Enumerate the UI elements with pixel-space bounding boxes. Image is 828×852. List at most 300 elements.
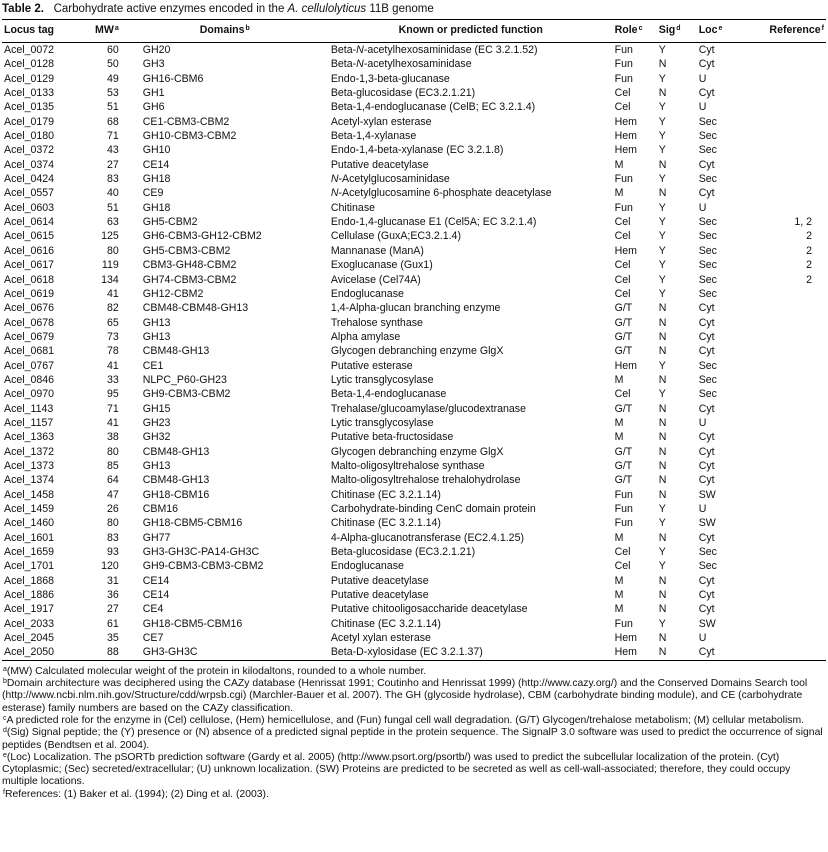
cell-locus: Acel_1601: [4, 531, 55, 544]
cell-role: Hem: [614, 244, 637, 257]
cell-reference: 2: [806, 273, 812, 286]
footnote-text: (Loc) Localization. The pSORTb prediction software (Gardy et al. 2005) (http://www.psort.org/psortb/) was used to predict the subcellular localization of the protein. (Cyt) Cytoplasmic; (Sec) secreted/extracellular; (U) unknown localization. (SW) Proteins are predicted to be secreted as well as cell-wall-associated; therefore, they could occupy multiple locations.: [2, 751, 791, 788]
cell-function: Acetyl-xylan esterase: [330, 115, 432, 128]
cell-loc: Cyt: [698, 87, 715, 100]
cell-role: Cel: [614, 230, 631, 243]
table-row: [2, 531, 826, 545]
cell-role: Fun: [614, 503, 633, 515]
cell-locus: Acel_0616: [4, 244, 55, 257]
cell-mw: 120: [101, 560, 119, 573]
cell-sig: Y: [658, 517, 666, 530]
cell-sig: Y: [658, 244, 666, 257]
cell-sig: Y: [658, 201, 666, 214]
cell-sig: N: [658, 531, 667, 544]
cell-function: Putative deacetylase: [330, 574, 429, 587]
footnote-text: A predicted role for the enzyme in (Cel) cellulose, (Hem) hemicellulose, and (Fun) fungal cell wall degradation. (G/T) Glycogen/trehalose metabolism; (M) cellular metabolism.: [6, 714, 805, 726]
cell-function: Endo-1,4-beta-xylanase (EC 3.2.1.8): [330, 144, 504, 157]
cell-function: Endo-1,4-glucanase E1 (Cel5A; EC 3.2.1.4): [330, 216, 537, 229]
cell-locus: Acel_0970: [4, 388, 55, 401]
cell-loc: Cyt: [698, 330, 715, 343]
cell-role: Hem: [614, 359, 637, 372]
header-reference: Reference$^f$: [769, 24, 824, 36]
cell-role: G/T: [614, 474, 633, 487]
table-row: [2, 143, 826, 157]
cell-sig: Y: [658, 130, 666, 143]
cell-sig: N: [658, 58, 667, 71]
cell-loc: Cyt: [698, 646, 715, 659]
table-row: [2, 645, 826, 659]
footnote-mark: c: [3, 714, 7, 722]
cell-domains: CBM48-CBM48-GH13: [142, 302, 249, 315]
cell-domains: GH5-CBM2: [142, 216, 198, 229]
header-locus: Locus tag: [4, 24, 55, 36]
cell-role: M: [614, 431, 624, 444]
cell-function: Putative esterase: [330, 359, 413, 372]
cell-reference: [751, 559, 826, 573]
cell-locus: Acel_1460: [4, 517, 55, 530]
cell-loc: U: [698, 72, 707, 85]
cell-loc: Cyt: [698, 187, 715, 200]
cell-function: Alpha amylase: [330, 330, 401, 343]
table-row: [2, 416, 826, 430]
cell-mw: 43: [106, 144, 119, 157]
cell-function: Chitinase: [330, 201, 376, 214]
table-row: [2, 201, 826, 215]
cell-role: Cel: [614, 101, 631, 114]
cell-mw: 80: [106, 244, 119, 257]
caption-text: Carbohydrate active enzymes encoded in the: [53, 3, 288, 15]
footnote: [2, 789, 826, 801]
table-body: [2, 43, 826, 660]
cell-reference: [751, 373, 826, 387]
cell-loc: Sec: [698, 287, 717, 300]
cell-locus: Acel_1459: [4, 503, 55, 515]
cell-role: Cel: [614, 216, 631, 229]
cell-loc: Sec: [698, 173, 717, 186]
cell-loc: Sec: [698, 130, 717, 143]
cell-function: Acetyl xylan esterase: [330, 632, 431, 645]
cell-role: G/T: [614, 302, 633, 315]
cell-role: Hem: [614, 130, 637, 143]
cell-locus: Acel_2033: [4, 617, 55, 630]
cell-function: Cellulase (GuxA;EC3.2.1.4): [330, 230, 461, 243]
cell-loc: Sec: [698, 560, 717, 573]
table-row: [2, 43, 826, 57]
footnote: [2, 666, 826, 678]
cell-loc: Cyt: [698, 445, 715, 458]
cell-function: Exoglucanase (Gux1): [330, 259, 433, 272]
cell-mw: 64: [106, 474, 119, 487]
cell-reference: [751, 516, 826, 530]
cell-reference: [751, 445, 826, 459]
header-row: [2, 20, 826, 42]
cell-role: Cel: [614, 287, 631, 300]
cell-mw: 51: [106, 101, 119, 114]
cell-function: Glycogen debranching enzyme GlgX: [330, 445, 504, 458]
table-row: [2, 86, 826, 100]
cell-role: Hem: [614, 115, 637, 128]
cell-locus: Acel_2050: [4, 646, 55, 659]
cell-role: Fun: [614, 173, 633, 186]
cell-role: Fun: [614, 58, 633, 71]
cell-locus: Acel_0374: [4, 158, 55, 171]
cell-reference: [751, 602, 826, 616]
cell-domains: GH1: [142, 87, 165, 100]
cell-sig: Y: [658, 216, 666, 229]
footnote: [2, 752, 826, 789]
cell-function: N-Acetylglucosaminidase: [330, 173, 450, 186]
cell-locus: Acel_0072: [4, 44, 55, 56]
cell-function: Beta-glucosidase (EC3.2.1.21): [330, 87, 476, 100]
table-row: [2, 100, 826, 114]
cell-reference: [751, 100, 826, 114]
cell-role: Cel: [614, 560, 631, 573]
cell-mw: 71: [106, 130, 119, 143]
cell-reference: [751, 129, 826, 143]
cell-sig: N: [658, 589, 667, 602]
cell-loc: Sec: [698, 115, 717, 128]
header-function: Known or predicted function: [398, 24, 543, 36]
cell-mw: 80: [106, 445, 119, 458]
cell-role: M: [614, 589, 624, 602]
cell-domains: GH15: [142, 402, 171, 415]
cell-domains: GH12-CBM2: [142, 287, 204, 300]
cell-mw: 71: [106, 402, 119, 415]
cell-function: Beta-1,4-endoglucanase: [330, 388, 447, 401]
cell-mw: 68: [106, 115, 119, 128]
cell-sig: Y: [658, 560, 666, 573]
cell-sig: N: [658, 345, 667, 358]
cell-locus: Acel_1143: [4, 402, 54, 415]
cell-sig: Y: [658, 173, 666, 186]
cell-mw: 95: [106, 388, 119, 401]
cell-loc: U: [698, 416, 707, 429]
cell-locus: Acel_0614: [4, 216, 55, 229]
cell-function: Putative deacetylase: [330, 158, 429, 171]
cell-domains: GH77: [142, 531, 171, 544]
cell-reference: [751, 488, 826, 502]
cell-locus: Acel_1701: [4, 560, 55, 573]
cell-reference: [751, 316, 826, 330]
cell-locus: Acel_1373: [4, 459, 55, 472]
footnote-mark: e: [3, 751, 7, 759]
table-row: [2, 316, 826, 330]
cell-domains: GH18: [142, 173, 171, 186]
cell-role: G/T: [614, 459, 633, 472]
cell-sig: N: [658, 474, 667, 487]
cell-reference: [751, 186, 826, 200]
cell-loc: SW: [698, 517, 716, 530]
cell-sig: N: [658, 316, 667, 329]
cell-function: Trehalase/glucoamylase/glucodextranase: [330, 402, 526, 415]
cell-function: Beta-D-xylosidase (EC 3.2.1.37): [330, 646, 483, 659]
cell-loc: U: [698, 101, 707, 114]
table-row: [2, 229, 826, 243]
cell-mw: 88: [106, 646, 119, 659]
cell-reference: [751, 344, 826, 358]
cell-loc: Cyt: [698, 474, 715, 487]
table-row: [2, 502, 826, 516]
cell-reference: [751, 588, 826, 602]
header-loc: Loc$^e$: [698, 24, 723, 36]
cell-locus: Acel_0129: [4, 72, 55, 85]
cell-loc: Sec: [698, 216, 717, 229]
cell-loc: Sec: [698, 244, 717, 257]
cell-function: Lytic transglycosylase: [330, 373, 434, 386]
cell-reference: [751, 617, 826, 631]
cell-locus: Acel_1886: [4, 589, 55, 602]
cell-mw: 80: [106, 517, 119, 530]
table-row: [2, 115, 826, 129]
cell-domains: GH3-GH3C-PA14-GH3C: [142, 546, 260, 559]
cell-domains: GH13: [142, 316, 171, 329]
cell-loc: Sec: [698, 230, 717, 243]
cell-mw: 31: [106, 574, 119, 587]
header-sig: Sig$^d$: [658, 24, 681, 36]
cell-role: Hem: [614, 646, 637, 659]
table-row: [2, 57, 826, 71]
cell-role: M: [614, 187, 624, 200]
cell-function: Glycogen debranching enzyme GlgX: [330, 345, 504, 358]
cell-mw: 60: [106, 44, 119, 56]
cell-locus: Acel_0618: [4, 273, 55, 286]
cell-role: Hem: [614, 144, 637, 157]
cell-sig: Y: [658, 230, 666, 243]
cell-mw: 83: [106, 173, 119, 186]
cell-sig: N: [658, 646, 667, 659]
cell-locus: Acel_0603: [4, 201, 55, 214]
cell-locus: Acel_0557: [4, 187, 55, 200]
table-row: [2, 545, 826, 559]
table-row: [2, 574, 826, 588]
table-row: [2, 172, 826, 186]
table-row: [2, 186, 826, 200]
cell-reference: [751, 72, 826, 86]
cell-mw: 49: [106, 72, 119, 85]
cell-domains: CE7: [142, 632, 164, 645]
cell-domains: GH10: [142, 144, 171, 157]
cell-reference: 2: [806, 230, 812, 243]
cell-reference: [751, 645, 826, 659]
cell-domains: GH23: [142, 416, 171, 429]
cell-reference: [751, 502, 826, 516]
cell-role: G/T: [614, 316, 633, 329]
footnote: [2, 727, 826, 752]
cell-domains: CE1-CBM3-CBM2: [142, 115, 230, 128]
cell-mw: 134: [101, 273, 119, 286]
cell-function: Malto-oligosyltrehalose synthase: [330, 459, 485, 472]
cell-locus: Acel_0133: [4, 87, 55, 100]
table-row: [2, 559, 826, 573]
cell-function: Beta-1,4-xylanase: [330, 130, 417, 143]
cell-sig: N: [658, 431, 667, 444]
cell-domains: GH18-CBM5-CBM16: [142, 617, 243, 630]
cell-domains: CBM16: [142, 503, 179, 515]
cell-sig: N: [658, 330, 667, 343]
cell-locus: Acel_2045: [4, 632, 55, 645]
cell-function: N-Acetylglucosamine 6-phosphate deacetylase: [330, 187, 552, 200]
table-row: [2, 445, 826, 459]
cell-reference: [751, 43, 826, 57]
cell-domains: CE1: [142, 359, 164, 372]
table-row: [2, 258, 826, 272]
cell-reference: [751, 359, 826, 373]
cell-reference: 2: [806, 259, 812, 272]
cell-sig: N: [658, 302, 667, 315]
cell-locus: Acel_0846: [4, 373, 55, 386]
table-row: [2, 344, 826, 358]
cell-loc: Cyt: [698, 589, 715, 602]
cell-sig: N: [658, 402, 667, 415]
table-row: [2, 473, 826, 487]
cell-role: M: [614, 373, 624, 386]
cell-function: Beta-glucosidase (EC3.2.1.21): [330, 546, 476, 559]
cell-loc: Cyt: [698, 402, 715, 415]
cell-function: Putative chitooligosaccharide deacetylase: [330, 603, 528, 616]
cell-sig: Y: [658, 101, 666, 114]
cell-reference: [751, 86, 826, 100]
cell-domains: GH6: [142, 101, 165, 114]
cell-locus: Acel_0128: [4, 58, 55, 71]
cell-domains: GH32: [142, 431, 171, 444]
footnote-text: Domain architecture was deciphered using the CAZy database (Henrissat 1991; Coutinho and Henrissat 1999) (http://www.cazy.org/) and the Conserved Domains Search tool (http://www.ncbi.nlm.nih.gov/Structure/cdd/wrpsb.cgi) (Marchler-Bauer et al. 2007). The GH (glycoside hydrolase), CBM (carbohydrate binding module), and CE (carbohydrate esterase) family numbers are based on the CAZy classification.: [2, 678, 808, 714]
cell-loc: Sec: [698, 359, 717, 372]
cell-mw: 61: [106, 617, 119, 630]
cell-mw: 85: [106, 459, 119, 472]
cell-role: Cel: [614, 273, 631, 286]
cell-mw: 50: [106, 58, 119, 71]
table-label: Table 2.: [2, 3, 44, 15]
cell-loc: Cyt: [698, 302, 715, 315]
cell-loc: Cyt: [698, 603, 715, 616]
cell-locus: Acel_0617: [4, 259, 55, 272]
cell-mw: 82: [106, 302, 119, 315]
cell-mw: 27: [106, 603, 119, 616]
cell-loc: Cyt: [698, 345, 715, 358]
cell-loc: SW: [698, 617, 716, 630]
table-row: [2, 617, 826, 631]
cell-role: G/T: [614, 402, 633, 415]
table-row: [2, 402, 826, 416]
cell-function: Chitinase (EC 3.2.1.14): [330, 617, 441, 630]
cell-sig: Y: [658, 259, 666, 272]
table-row: [2, 602, 826, 616]
cell-locus: Acel_0424: [4, 173, 55, 186]
cell-function: 4-Alpha-glucanotransferase (EC2.4.1.25): [330, 531, 524, 544]
cell-function: Carbohydrate-binding CenC domain protein: [330, 503, 536, 515]
cell-role: Fun: [614, 488, 633, 501]
cell-loc: Sec: [698, 388, 717, 401]
cell-domains: GH18-CBM16: [142, 488, 210, 501]
footnote-mark: f: [3, 788, 5, 796]
cell-sig: Y: [658, 44, 666, 56]
cell-loc: Cyt: [698, 44, 715, 56]
cell-role: Cel: [614, 259, 631, 272]
table-row: [2, 72, 826, 86]
cell-reference: [751, 574, 826, 588]
cell-domains: GH74-CBM3-CBM2: [142, 273, 237, 286]
cell-sig: N: [658, 488, 667, 501]
cell-role: Fun: [614, 72, 633, 85]
cell-locus: Acel_1917: [4, 603, 55, 616]
cell-domains: GH10-CBM3-CBM2: [142, 130, 237, 143]
cell-locus: Acel_0615: [4, 230, 55, 243]
cell-loc: Sec: [698, 546, 717, 559]
cell-domains: GH18-CBM5-CBM16: [142, 517, 243, 530]
cell-locus: Acel_1372: [4, 445, 55, 458]
cell-role: G/T: [614, 345, 633, 358]
cell-domains: CBM48-GH13: [142, 345, 210, 358]
cell-loc: Cyt: [698, 158, 715, 171]
table-row: [2, 330, 826, 344]
cell-function: Beta-N-acetylhexosaminidase: [330, 58, 472, 71]
footnote: [2, 715, 826, 727]
cell-locus: Acel_1868: [4, 574, 55, 587]
cell-sig: N: [658, 632, 667, 645]
cell-mw: 41: [106, 416, 119, 429]
cell-mw: 73: [106, 330, 119, 343]
cell-mw: 27: [106, 158, 119, 171]
cell-loc: Sec: [698, 144, 717, 157]
cell-locus: Acel_0767: [4, 359, 55, 372]
cell-domains: GH5-CBM3-CBM2: [142, 244, 231, 257]
cell-reference: [751, 158, 826, 172]
cell-locus: Acel_1157: [4, 416, 54, 429]
cell-sig: N: [658, 158, 667, 171]
cell-loc: Cyt: [698, 531, 715, 544]
table-row: [2, 588, 826, 602]
cell-loc: Cyt: [698, 316, 715, 329]
table-row: [2, 516, 826, 530]
cell-function: Putative beta-fructosidase: [330, 431, 454, 444]
cell-function: 1,4-Alpha-glucan branching enzyme: [330, 302, 501, 315]
cell-locus: Acel_1363: [4, 431, 55, 444]
cell-domains: GH9-CBM3-CBM2: [142, 388, 231, 401]
cell-reference: [751, 416, 826, 430]
footnotes: [2, 661, 826, 801]
cell-mw: 26: [106, 503, 119, 515]
cell-role: G/T: [614, 445, 633, 458]
cell-reference: [751, 387, 826, 401]
cell-role: Cel: [614, 87, 631, 100]
caption-organism: A. cellulolyticus: [287, 3, 367, 15]
table-row: [2, 430, 826, 444]
cell-role: M: [614, 416, 624, 429]
cell-role: G/T: [614, 330, 633, 343]
cell-role: Cel: [614, 388, 631, 401]
cell-sig: N: [658, 603, 667, 616]
cell-mw: 93: [106, 546, 119, 559]
cell-domains: GH6-CBM3-GH12-CBM2: [142, 230, 262, 243]
footnote: [2, 678, 826, 715]
cell-function: Lytic transglycosylase: [330, 416, 434, 429]
cell-sig: Y: [658, 273, 666, 286]
cell-mw: 36: [106, 589, 119, 602]
cell-sig: Y: [658, 287, 666, 300]
table-row: [2, 158, 826, 172]
table-row: [2, 488, 826, 502]
cell-domains: CE14: [142, 158, 170, 171]
cell-function: Mannanase (ManA): [330, 244, 424, 257]
cell-sig: Y: [658, 72, 666, 85]
cell-domains: GH20: [142, 44, 171, 56]
cell-reference: [751, 473, 826, 487]
cell-reference: [751, 201, 826, 215]
cell-loc: SW: [698, 488, 716, 501]
cell-domains: NLPC_P60-GH23: [142, 373, 227, 386]
cell-mw: 83: [106, 531, 119, 544]
cell-domains: CBM48-GH13: [142, 445, 210, 458]
